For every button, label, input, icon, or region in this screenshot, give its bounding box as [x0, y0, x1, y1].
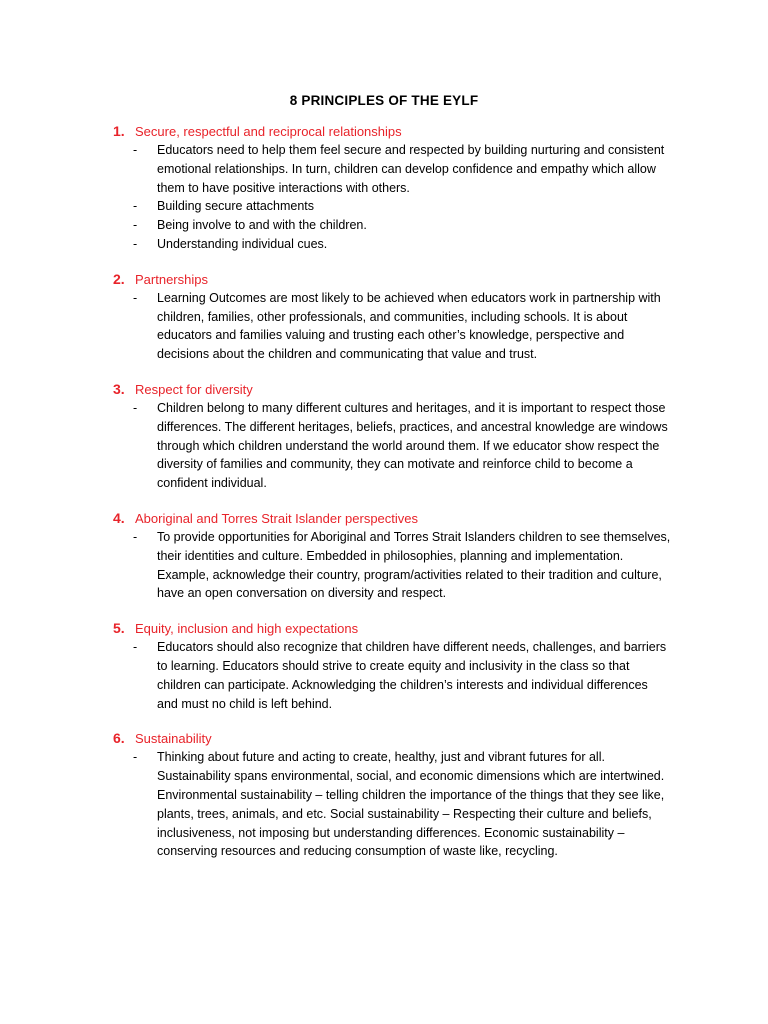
bullet-item	[113, 289, 672, 364]
principle-heading	[113, 618, 672, 638]
bullet-item	[113, 748, 672, 861]
bullet-text: Educators need to help them feel secure and respected by building nurturing and consistent emotional relationships. In turn, children can develop confidence and empathy which allow them to have positive interactions with others.	[157, 143, 665, 195]
principle-title: Sustainability	[135, 731, 212, 747]
principle-title: Equity, inclusion and high expectations	[135, 621, 359, 637]
principle-number: 1.	[113, 123, 125, 139]
principle-section	[113, 728, 672, 861]
dash-marker-icon: -	[133, 529, 138, 544]
principle-heading	[113, 269, 672, 289]
bullet-list	[113, 399, 672, 493]
bullet-text: Being involve to and with the children.	[157, 218, 367, 233]
principle-heading	[113, 379, 672, 399]
bullet-item	[113, 197, 672, 216]
principle-number: 5.	[113, 620, 125, 637]
bullet-item	[113, 216, 672, 235]
bullet-text: Educators should also recognize that children have different needs, challenges, and barriers to learning. Educators should strive to create equity and inclusivity in the class so that children can participate. Acknowledging the children’s interests and individual differences and must no child is left behind.	[157, 640, 667, 711]
principle-title: Partnerships	[135, 271, 208, 287]
dash-marker-icon: -	[133, 290, 138, 305]
principle-number: 4.	[113, 509, 125, 526]
principle-number: 3.	[113, 380, 125, 397]
dash-marker-icon: -	[133, 640, 138, 655]
dash-marker-icon: -	[133, 218, 138, 233]
dash-marker-icon: -	[133, 143, 138, 157]
principle-section	[113, 121, 672, 254]
bullet-text: To provide opportunities for Aboriginal and Torres Strait Islanders children to see themselves, their identities and culture. Embedded in philosophies, planning and implementation. Example, acknowledge their country, program/activities related to their tradition and culture, have an open conversation on diversity and respect.	[157, 529, 671, 601]
principle-number: 2.	[113, 270, 125, 287]
bullet-list	[113, 289, 672, 364]
bullet-item	[113, 399, 672, 493]
bullet-item	[113, 528, 672, 603]
bullet-text: Learning Outcomes are most likely to be achieved when educators work in partnership with children, families, other professionals, and communities, including schools. It is about educators and families valuing and trusting each other’s knowledge, perspective and decisions about the children and communicating that value and trust.	[157, 290, 661, 362]
bullet-list	[113, 748, 672, 861]
principles-list	[113, 121, 672, 861]
dash-marker-icon: -	[133, 199, 138, 214]
principle-heading	[113, 728, 672, 748]
dash-marker-icon: -	[133, 400, 138, 415]
principle-section	[113, 379, 672, 493]
principle-section	[113, 508, 672, 603]
dash-marker-icon: -	[133, 236, 138, 251]
principle-section	[113, 269, 672, 364]
principle-heading	[113, 121, 672, 141]
bullet-list	[113, 528, 672, 603]
bullet-text: Thinking about future and acting to create, healthy, just and vibrant futures for all. Sustainability spans environmental, social, and economic dimensions which are intertwined. Environmental sustainability – telling children the importance of the things that they see like, plants, trees, animals, and etc. Social sustainability – Respecting their culture and beliefs, inclusiveness, not imposing but understanding differences. Economic sustainability – conserving resources and reducing consumption of waste like, recycling.	[157, 750, 665, 859]
dash-marker-icon: -	[133, 750, 138, 765]
bullet-text: Understanding individual cues.	[157, 236, 328, 251]
bullet-list	[113, 141, 672, 254]
principle-section	[113, 618, 672, 713]
bullet-text: Children belong to many different cultures and heritages, and it is important to respect those differences. The different heritages, beliefs, practices, and ancestral knowledge are windows through which children understand the world around them. If we educator show respect the diversity of families and community, they can motivate and reinforce child to become a confident individual.	[157, 400, 668, 491]
principle-title: Secure, respectful and reciprocal relationships	[135, 124, 402, 139]
bullet-item	[113, 235, 672, 254]
bullet-text: Building secure attachments	[157, 199, 315, 214]
bullet-item	[113, 141, 672, 197]
bullet-list	[113, 638, 672, 713]
principle-heading	[113, 508, 672, 528]
principle-title: Aboriginal and Torres Strait Islander perspectives	[135, 510, 419, 526]
bullet-item	[113, 638, 672, 713]
document-title: 8 PRINCIPLES OF THE EYLF	[289, 93, 479, 108]
principle-number: 6.	[113, 730, 125, 747]
principle-title: Respect for diversity	[135, 381, 253, 397]
